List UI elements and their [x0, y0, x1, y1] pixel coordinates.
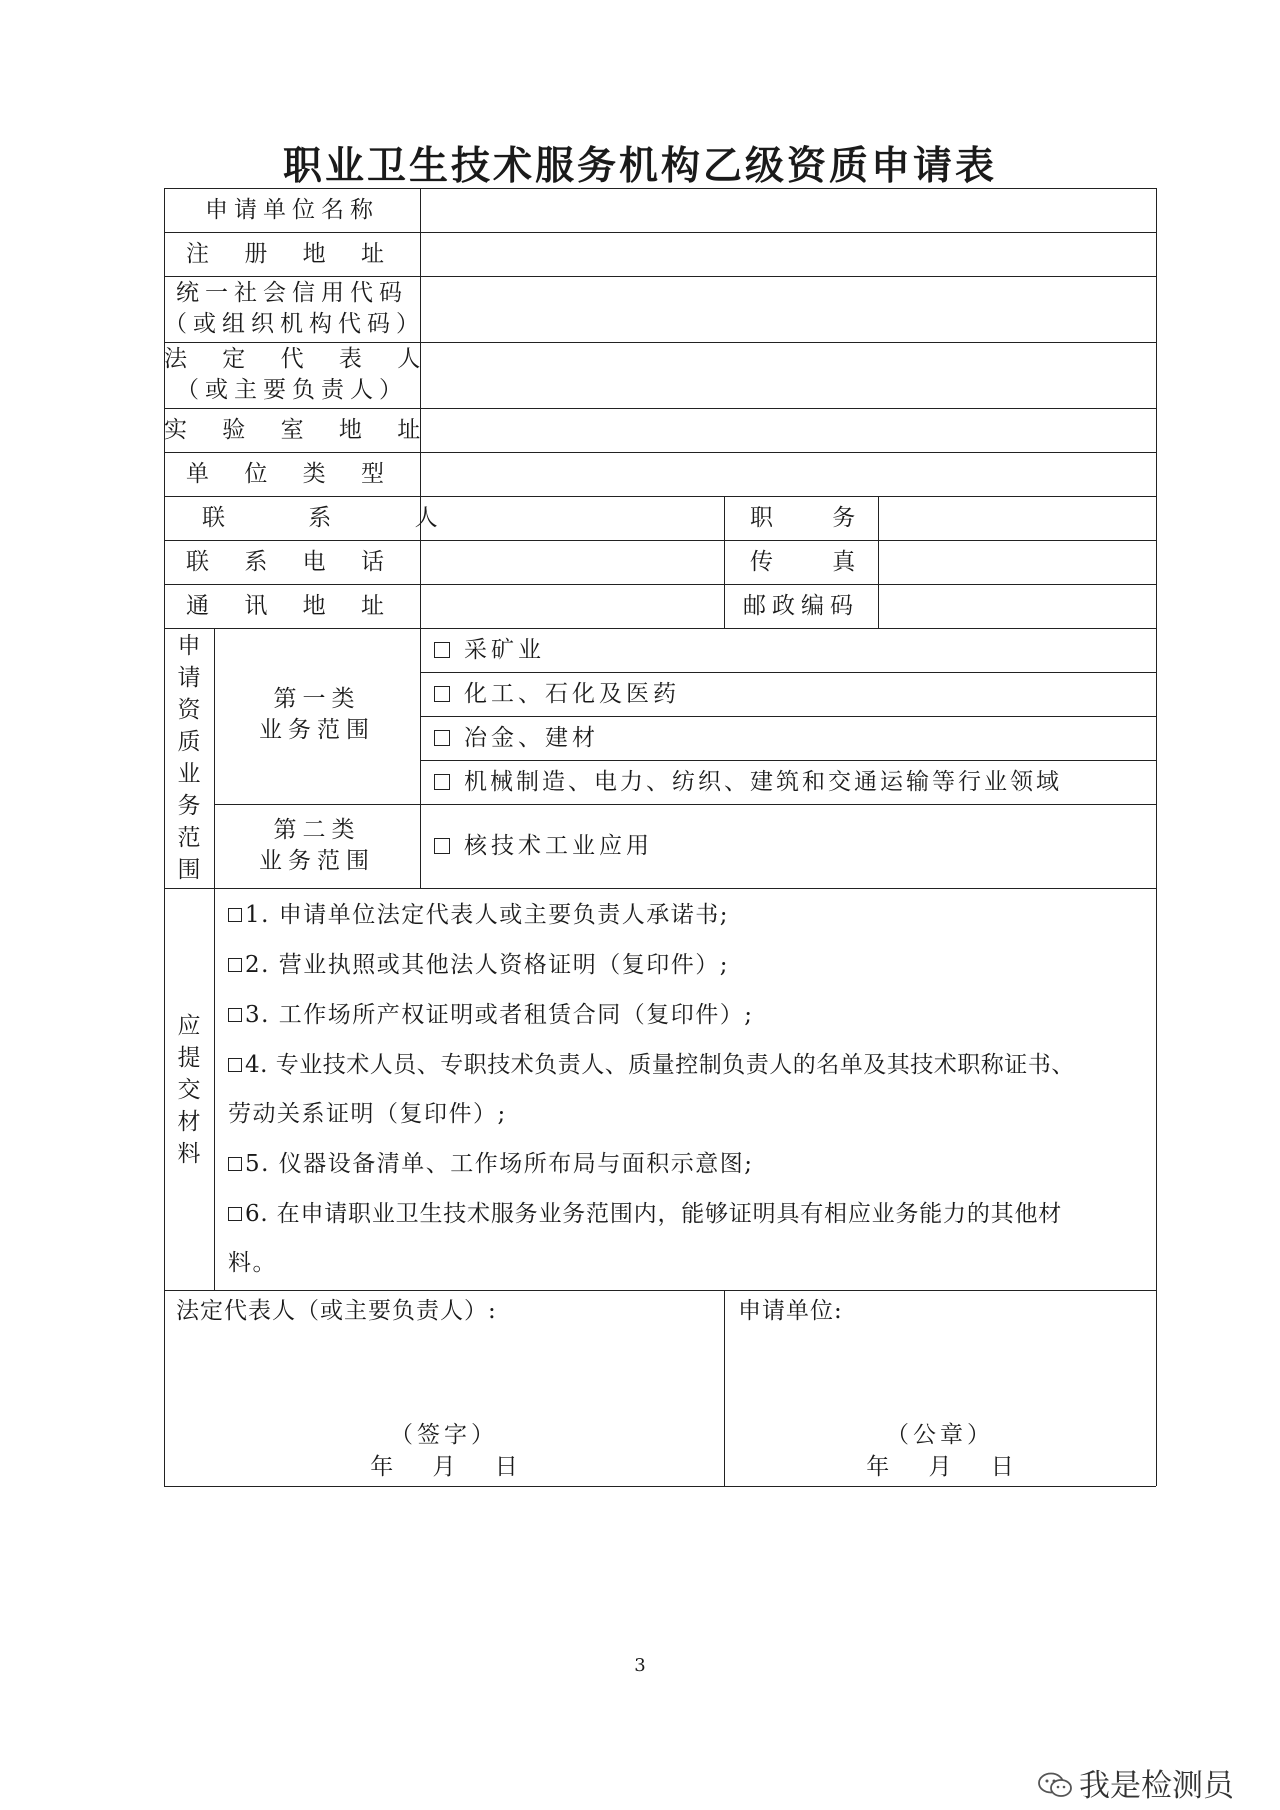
checkbox-icon[interactable]	[228, 1058, 242, 1072]
material-item-5[interactable]: 5. 仪器设备清单、工作场所布局与面积示意图;	[228, 1149, 754, 1179]
checkbox-icon[interactable]	[434, 774, 450, 790]
watermark	[1037, 1760, 1234, 1805]
checkbox-icon[interactable]	[434, 642, 450, 658]
left-date: 年 月 日	[370, 1454, 518, 1480]
position-label: 职 务	[750, 505, 882, 531]
class2-label: 第二类	[273, 817, 361, 843]
unit-type-label: 单 位 类 型	[186, 461, 398, 487]
contact-person-label: 联 系 人	[202, 505, 476, 531]
right-date: 年 月 日	[866, 1454, 1014, 1480]
wechat-icon	[1037, 1772, 1073, 1798]
materials-section-label: 应提交材料	[177, 1013, 201, 1167]
checkbox-icon[interactable]	[228, 1157, 242, 1171]
checkbox-icon[interactable]	[434, 730, 450, 746]
page-title: 职业卫生技术服务机构乙级资质申请表	[282, 144, 997, 189]
material-item-6[interactable]: 6. 在申请职业卫生技术服务业务范围内，能够证明具有相应业务能力的其他材	[228, 1199, 1062, 1229]
applicant-unit-signature-label: 申请单位:	[738, 1298, 843, 1324]
class1-sublabel: 业务范围	[259, 717, 375, 743]
phone-label: 联 系 电 话	[186, 549, 398, 575]
watermark-text: 我是检测员	[1079, 1768, 1234, 1804]
credit-code-sublabel: （或组织机构代码）	[164, 311, 425, 337]
checkbox-icon[interactable]	[434, 686, 450, 702]
application-form	[164, 188, 1156, 1486]
checkbox-icon[interactable]	[434, 838, 450, 854]
credit-code-label: 统一社会信用代码	[176, 280, 408, 306]
lab-address-label: 实 验 室 地 址	[164, 417, 435, 443]
checkbox-icon[interactable]	[228, 1008, 242, 1022]
class2-sublabel: 业务范围	[259, 848, 375, 874]
material-item-1[interactable]: 1. 申请单位法定代表人或主要负责人承诺书;	[228, 900, 729, 930]
signature-note: （签字）	[390, 1422, 498, 1448]
material-item-3[interactable]: 3. 工作场所产权证明或者租赁合同（复印件）;	[228, 1000, 754, 1030]
material-item-4[interactable]: 4. 专业技术人员、专职技术负责人、质量控制负责人的名单及其技术职称证书、	[228, 1050, 1075, 1080]
checkbox-icon[interactable]	[228, 908, 242, 922]
class1-option-mining[interactable]: 采矿业	[434, 635, 545, 665]
registered-address-label: 注 册 地 址	[186, 241, 398, 267]
class1-label: 第一类	[273, 686, 361, 712]
postcode-label: 邮政编码	[743, 593, 859, 619]
class2-option-nuclear[interactable]: 核技术工业应用	[434, 831, 653, 861]
class1-option-chemical[interactable]: 化工、石化及医药	[434, 679, 680, 709]
mail-address-label: 通 讯 地 址	[186, 593, 398, 619]
scope-section-label: 申请资质业务范围	[177, 633, 201, 883]
fax-label: 传 真	[750, 549, 882, 575]
class1-option-metallurgy[interactable]: 冶金、建材	[434, 723, 599, 753]
checkbox-icon[interactable]	[228, 958, 242, 972]
material-item-4-continued: 劳动关系证明（复印件）;	[228, 1101, 507, 1127]
material-item-2[interactable]: 2. 营业执照或其他法人资格证明（复印件）;	[228, 950, 729, 980]
class1-option-machinery[interactable]: 机械制造、电力、纺织、建筑和交通运输等行业领域	[434, 767, 1062, 797]
legal-rep-sublabel: （或主要负责人）	[176, 377, 408, 403]
legal-rep-signature-label: 法定代表人（或主要负责人）:	[176, 1298, 497, 1324]
page-number: 3	[634, 1655, 646, 1676]
legal-rep-label: 法 定 代 表 人	[164, 346, 435, 372]
applicant-name-label: 申请单位名称	[205, 197, 379, 223]
material-item-6-continued: 料。	[228, 1250, 277, 1276]
seal-note: （公章）	[886, 1422, 994, 1448]
checkbox-icon[interactable]	[228, 1207, 242, 1221]
